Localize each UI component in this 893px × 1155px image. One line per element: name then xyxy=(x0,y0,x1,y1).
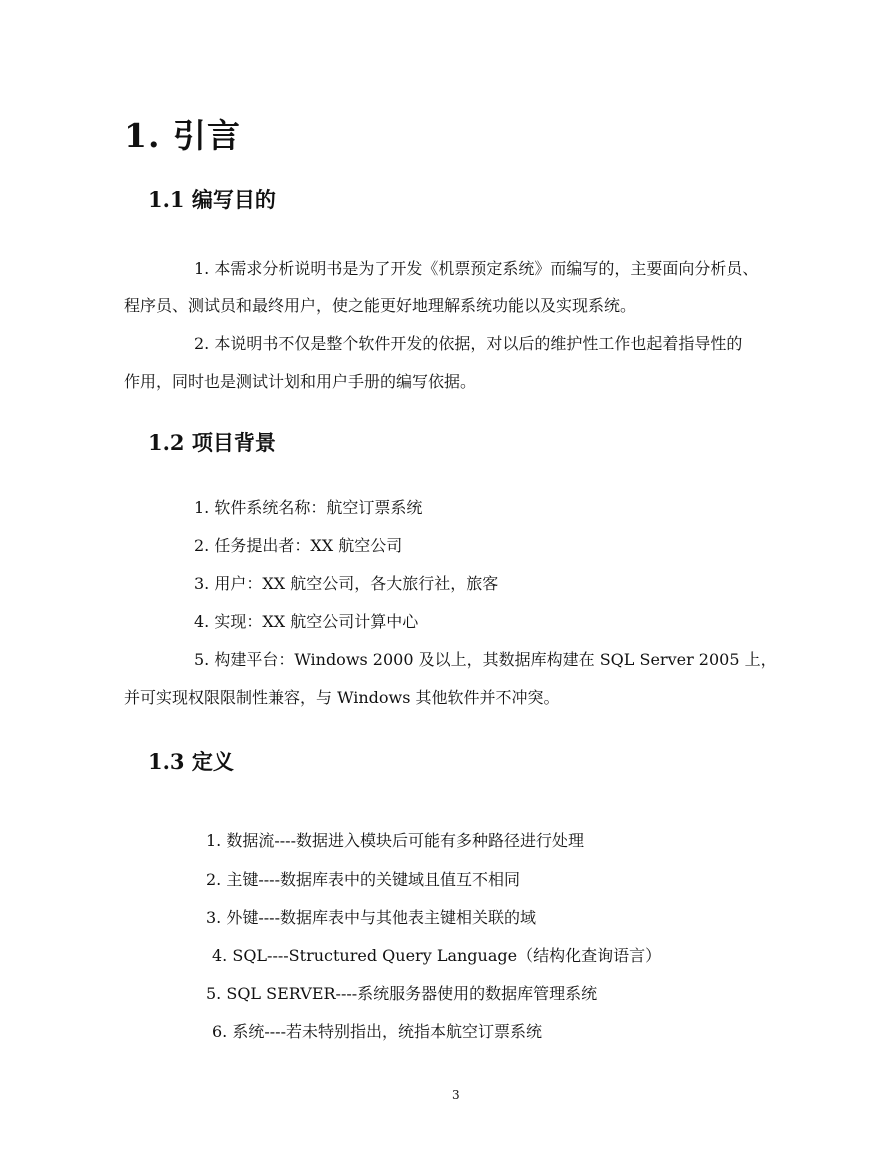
definition-item: 3. 外键----数据库表中与其他表主键相关联的域 xyxy=(206,908,536,927)
definition-item: 1. 数据流----数据进入模块后可能有多种路径进行处理 xyxy=(206,831,584,850)
purpose-paragraph-1-line-1: 1. 本需求分析说明书是为了开发《机票预定系统》而编写的，主要面向分析员、 xyxy=(194,259,759,278)
definition-item: 5. SQL SERVER----系统服务器使用的数据库管理系统 xyxy=(206,984,598,1003)
list-item: 5. 构建平台：Windows 2000 及以上，其数据库构建在 SQL Server 2005 上， xyxy=(194,650,777,669)
list-item: 1. 软件系统名称：航空订票系统 xyxy=(194,498,423,517)
definition-item: 2. 主键----数据库表中的关键域且值互不相同 xyxy=(206,870,520,889)
list-item: 4. 实现：XX 航空公司计算中心 xyxy=(194,612,419,631)
definition-item: 6. 系统----若未特别指出，统指本航空订票系统 xyxy=(212,1022,542,1041)
heading-introduction: 1. 引言 xyxy=(124,116,241,155)
section-title-definitions: 1.3 定义 xyxy=(148,749,234,774)
section-title-background: 1.2 项目背景 xyxy=(148,430,276,455)
purpose-paragraph-1-line-2: 程序员、测试员和最终用户，使之能更好地理解系统功能以及实现系统。 xyxy=(124,296,637,315)
purpose-paragraph-2-line-2: 作用，同时也是测试计划和用户手册的编写依据。 xyxy=(124,372,477,391)
list-item: 3. 用户：XX 航空公司，各大旅行社，旅客 xyxy=(194,574,499,593)
definition-item: 4. SQL----Structured Query Language（结构化查询语言） xyxy=(212,946,662,965)
page-number: 3 xyxy=(452,1088,460,1102)
list-item-continuation: 并可实现权限限制性兼容，与 Windows 其他软件并不冲突。 xyxy=(124,688,560,707)
list-item: 2. 任务提出者：XX 航空公司 xyxy=(194,536,403,555)
purpose-paragraph-2-line-1: 2. 本说明书不仅是整个软件开发的依据，对以后的维护性工作也起着指导性的 xyxy=(194,334,743,353)
section-title-purpose: 1.1 编写目的 xyxy=(148,187,276,212)
